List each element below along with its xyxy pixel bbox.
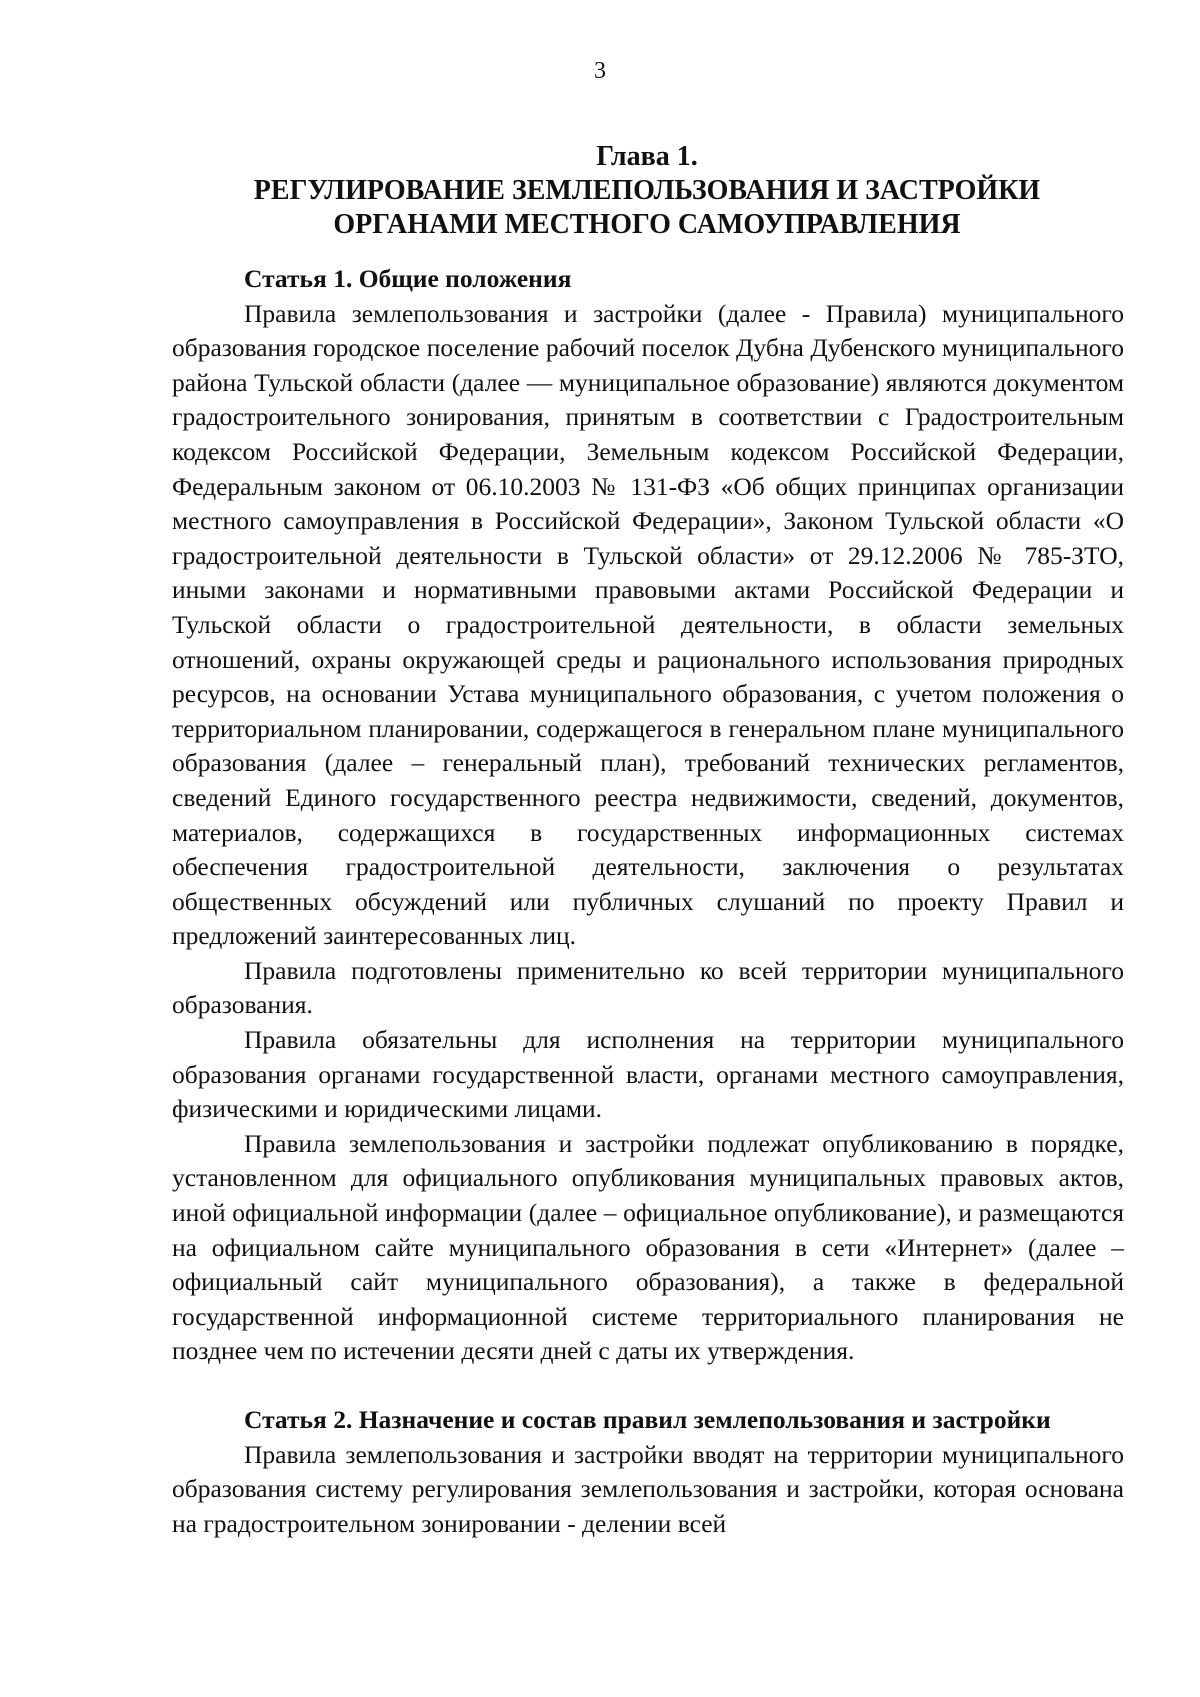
chapter-title-line-1: РЕГУЛИРОВАНИЕ ЗЕМЛЕПОЛЬЗОВАНИЯ И ЗАСТРОЙКИ — [253, 175, 1041, 206]
article-1-paragraph-3: Правила обязательны для исполнения на территории муниципального образования органами государственной власти, органами местного самоуправления, физическими и юридическими лицами. — [172, 1025, 1124, 1124]
section-spacer — [172, 1369, 1124, 1403]
document-body — [172, 262, 1124, 1541]
article-2-heading: Статья 2. Назначение и состав правил землепользования и застройки — [244, 1405, 1051, 1434]
article-1-paragraph-2: Правила подготовлены применительно ко всей территории муниципального образования. — [172, 955, 1124, 1020]
article-1-paragraph-4: Правила землепользования и застройки подлежат опубликованию в порядке, установленном для официального опубликования муниципальных правовых актов, иной официальной информации (далее – официальное опубликование), и размещаются на официальном сайте муниципального образования в сети «Интернет» (далее – официальный сайт муниципального образования), а также в федеральной государственной информационной системе территориального планирования не позднее чем по истечении десяти дней с даты их утверждения. — [172, 1128, 1124, 1366]
chapter-title-line-2: ОРГАНАМИ МЕСТНОГО САМОУПРАВЛЕНИЯ — [333, 209, 961, 240]
chapter-label: Глава 1. — [596, 141, 698, 172]
page-number: 3 — [594, 58, 606, 84]
chapter-heading — [172, 140, 1122, 242]
article-2-paragraph-1: Правила землепользования и застройки вводят на территории муниципального образования систему регулирования землепользования и застройки, которая основана на градостроительном зонировании - делении всей — [172, 1439, 1124, 1538]
article-1-heading: Статья 1. Общие положения — [244, 264, 572, 293]
article-1-paragraph-1: Правила землепользования и застройки (далее - Правила) муниципального образования городское поселение рабочий поселок Дубна Дубенского муниципального района Тульской области (далее — муниципальное образование) являются документом градостроительного зонирования, принятым в соответствии с Градостроительным кодексом Российской Федерации, Земельным кодексом Российской Федерации, Федеральным законом от 06.10.2003 № 131-ФЗ «Об общих принципах организации местного самоуправления в Российской Федерации», Законом Тульской области «О градостроительной деятельности в Тульской области» от 29.12.2006 № 785-ЗТО, иными законами и нормативными правовыми актами Российской Федерации и Тульской области о градостроительной деятельности, в области земельных отношений, охраны окружающей среды и рационального использования природных ресурсов, на основании Устава муниципального образования, с учетом положения о территориальном планировании, содержащегося в генеральном плане муниципального образования (далее – генеральный план), требований технических регламентов, сведений Единого государственного реестра недвижимости, сведений, документов, материалов, содержащихся в государственных информационных системах обеспечения градостроительной деятельности, заключения о результатах общественных обсуждений или публичных слушаний по проекту Правил и предложений заинтересованных лиц. — [172, 298, 1124, 951]
